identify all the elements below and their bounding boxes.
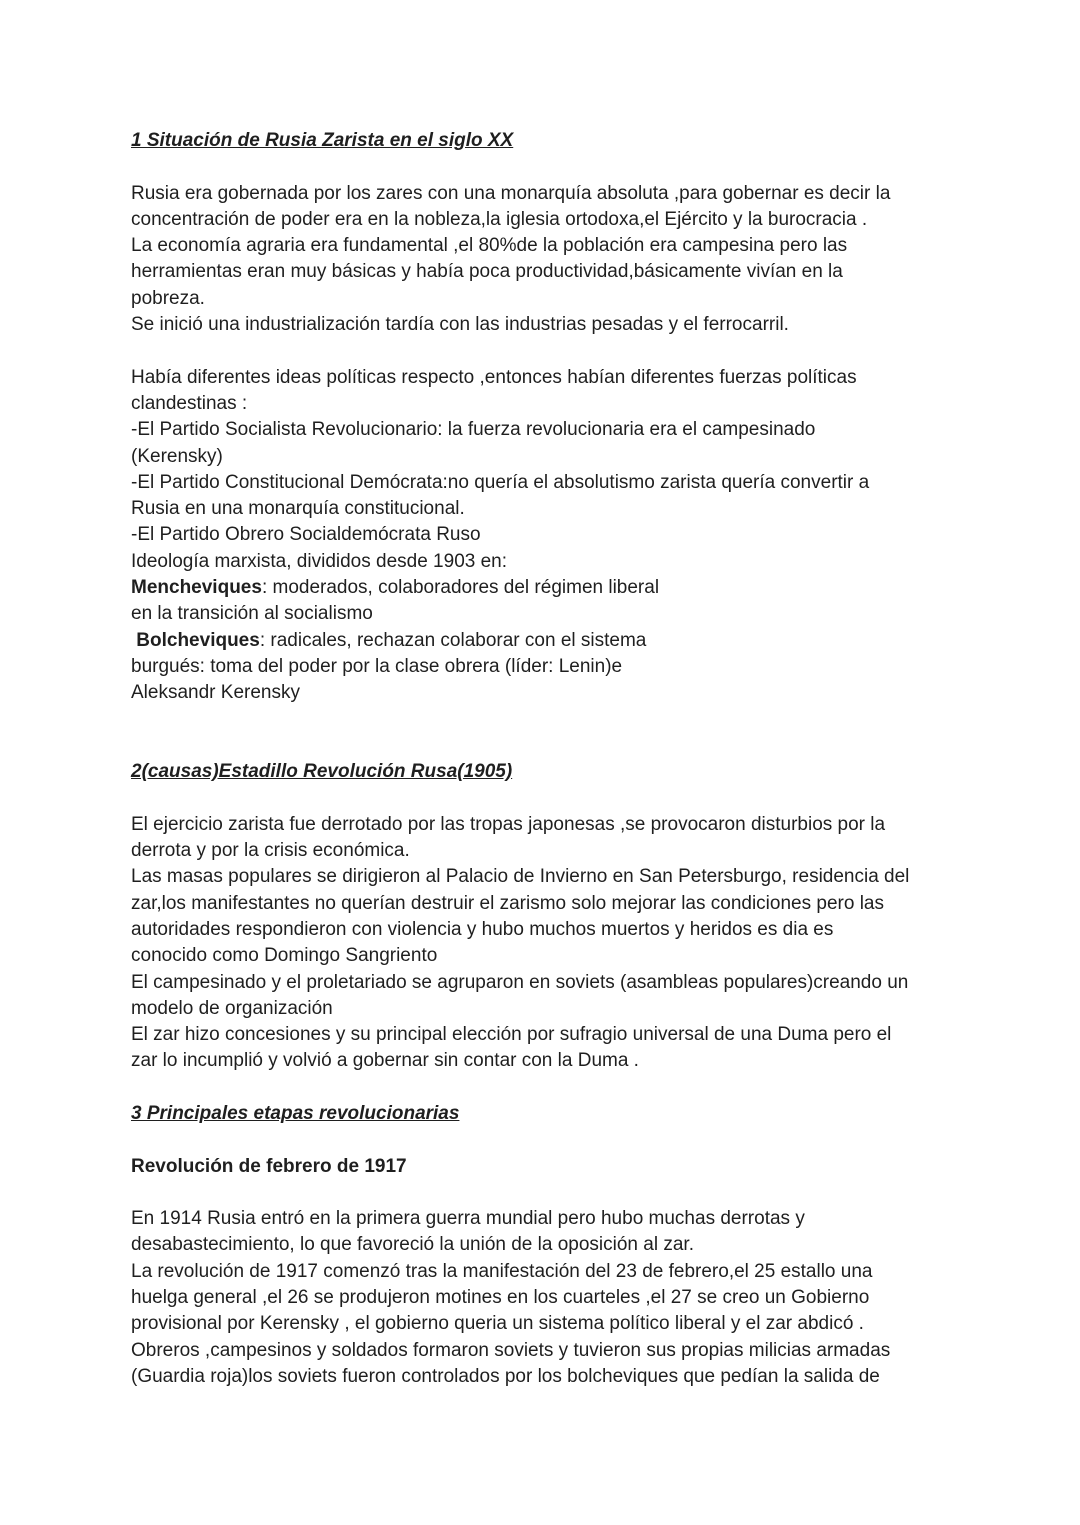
text-line: desabastecimiento, lo que favoreció la unión de la oposición al zar. <box>131 1234 694 1256</box>
section-3-heading: 3 Principales etapas revolucionarias <box>131 1102 460 1124</box>
mencheviques-definition: : moderados, colaboradores del régimen liberal <box>261 577 660 599</box>
text-line: pobreza. <box>131 287 205 309</box>
text-line: derrota y por la crisis económica. <box>131 840 410 862</box>
text-line: Ideología marxista, divididos desde 1903 en: <box>131 550 508 572</box>
text-line: conocido como Domingo Sangriento <box>131 945 438 967</box>
section-2-heading: 2(causas)Estadillo Revolución Rusa(1905) <box>131 761 513 783</box>
bolcheviques-term: Bolcheviques <box>136 629 260 651</box>
section-3-paragraph <box>131 1206 961 1390</box>
document-page <box>131 128 961 1390</box>
text-line: zar,los manifestantes no querían destruir el zarismo solo mejorar las condiciones pero las <box>131 892 884 914</box>
text-line: huelga general ,el 26 se produjeron motines en los cuarteles ,el 27 se creo un Gobierno <box>131 1287 870 1309</box>
text-line: (Guardia roja)los soviets fueron controlados por los bolcheviques que pedían la salida de <box>131 1365 880 1387</box>
text-line: Rusia en una monarquía constitucional. <box>131 498 465 520</box>
text-line: Obreros ,campesinos y soldados formaron soviets y tuvieron sus propias milicias armadas <box>131 1339 891 1361</box>
spacer <box>131 154 961 180</box>
text-line: -El Partido Socialista Revolucionario: la fuerza revolucionaria era el campesinado <box>131 419 816 441</box>
text-line: concentración de poder era en la nobleza,la iglesia ortodoxa,el Ejército y la burocracia . <box>131 208 868 230</box>
text-line: zar lo incumplió y volvió a gobernar sin contar con la Duma . <box>131 1050 639 1072</box>
text-line: En 1914 Rusia entró en la primera guerra mundial pero hubo muchas derrotas y <box>131 1208 805 1230</box>
section-1-paragraph-2 <box>131 365 961 707</box>
text-line: Rusia era gobernada por los zares con una monarquía absoluta ,para gobernar es decir la <box>131 182 891 204</box>
section-1-paragraph-1 <box>131 181 961 339</box>
section-2-paragraph <box>131 812 961 1075</box>
spacer <box>131 707 961 760</box>
section-3-subheading: Revolución de febrero de 1917 <box>131 1155 407 1177</box>
text-line: (Kerensky) <box>131 445 223 467</box>
text-line: -El Partido Obrero Socialdemócrata Ruso <box>131 524 481 546</box>
text-line: provisional por Kerensky , el gobierno queria un sistema político liberal y el zar abdicó . <box>131 1313 864 1335</box>
section-1-heading: 1 Situación de Rusia Zarista en el siglo XX <box>131 130 514 151</box>
text-line: El ejercicio zarista fue derrotado por las tropas japonesas ,se provocaron disturbios por la <box>131 813 886 835</box>
bolcheviques-line <box>131 628 961 654</box>
text-line: -El Partido Constitucional Demócrata:no quería el absolutismo zarista quería convertir a <box>131 471 870 493</box>
spacer <box>131 785 961 811</box>
text-line: clandestinas : <box>131 392 248 414</box>
text-line: Había diferentes ideas políticas respecto ,entonces habían diferentes fuerzas políticas <box>131 366 857 388</box>
text-line: Aleksandr Kerensky <box>131 682 300 704</box>
text-line: autoridades respondieron con violencia y hubo muchos muertos y heridos es dia es <box>131 918 834 940</box>
text-line: Se inició una industrialización tardía con las industrias pesadas y el ferrocarril. <box>131 314 789 336</box>
text-line: en la transición al socialismo <box>131 603 373 625</box>
spacer <box>131 1075 961 1101</box>
spacer <box>131 338 961 364</box>
text-line: El campesinado y el proletariado se agruparon en soviets (asambleas populares)creando un <box>131 971 909 993</box>
text-line: burgués: toma del poder por la clase obrera (líder: Lenin)e <box>131 655 623 677</box>
text-line: El zar hizo concesiones y su principal elección por sufragio universal de una Duma pero el <box>131 1024 892 1046</box>
bolcheviques-definition: : radicales, rechazan colaborar con el sistema <box>259 629 647 651</box>
mencheviques-line <box>131 575 961 601</box>
spacer <box>131 1127 961 1153</box>
text-line: Las masas populares se dirigieron al Palacio de Invierno en San Petersburgo, residencia del <box>131 866 910 888</box>
spacer <box>131 1180 961 1206</box>
text-line: La economía agraria era fundamental ,el 80%de la población era campesina pero las <box>131 235 848 257</box>
text-line: modelo de organización <box>131 997 333 1019</box>
text-line: herramientas eran muy básicas y había poca productividad,básicamente vivían en la <box>131 261 843 283</box>
mencheviques-term: Mencheviques <box>131 577 262 599</box>
text-line: La revolución de 1917 comenzó tras la manifestación del 23 de febrero,el 25 estallo una <box>131 1260 873 1282</box>
